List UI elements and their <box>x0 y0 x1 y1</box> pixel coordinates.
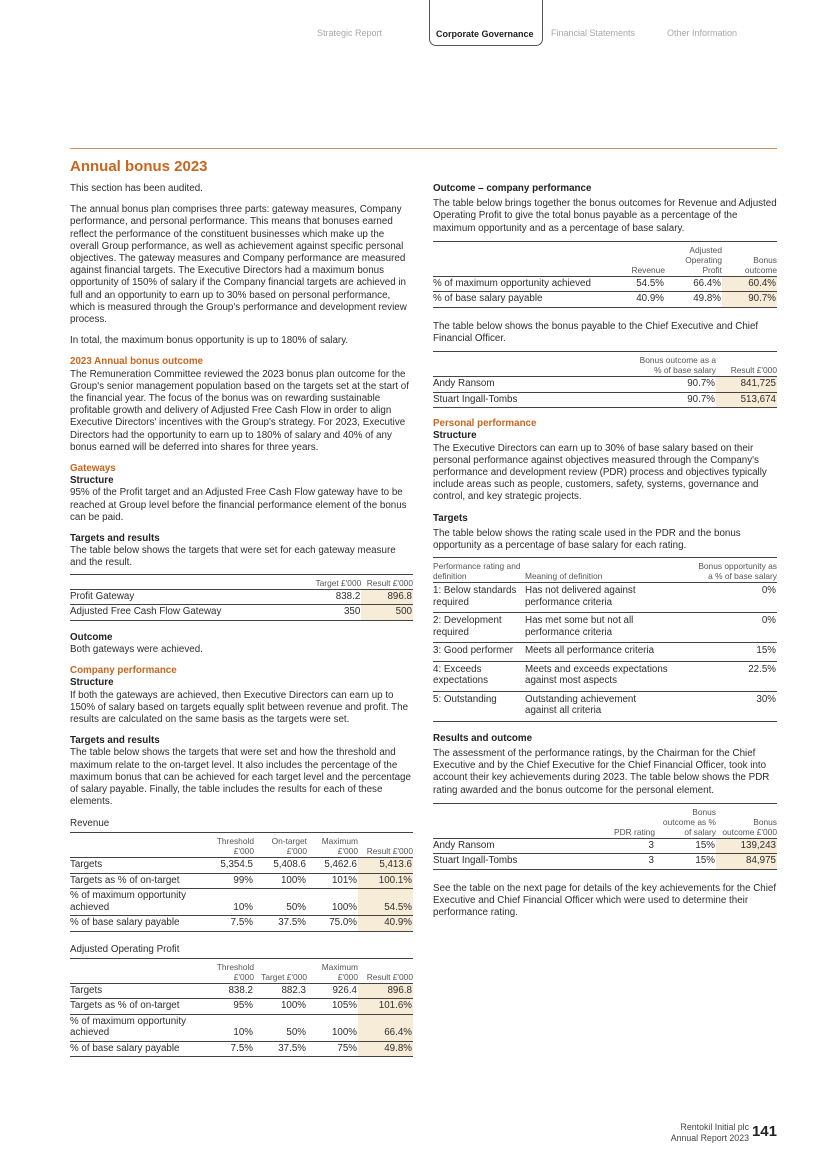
revenue-table: Threshold £'000 On-target £'000 Maximum £'000 Result £'000 Targets 5,354.5 5,408.6 5,462.6 5,413.6 Targets as % of on-target 99% 100% 101% 100.1% % of maximum opportunity achieved 10% 50% 100% 54.5% % of base salary payable 7.5% 37.5% 75.0% 40.9% <box>70 832 413 932</box>
page-footer <box>671 1122 777 1144</box>
column-header: Target £'000 <box>315 577 362 588</box>
table-row: % of base salary payable 40.9% 49.8% 90.7% <box>433 292 777 308</box>
table-row: Targets 5,354.5 5,408.6 5,462.6 5,413.6 <box>70 858 413 874</box>
footer-company: Rentokil Initial plc <box>680 1122 749 1132</box>
targets-text: The table below shows the rating scale used in the PDR and the bonus opportunity as a percentage of base salary for each rating. <box>433 527 741 552</box>
table-row: Andy Ransom 90.7% 841,725 <box>433 377 777 393</box>
table-row: Targets 838.2 882.3 926.4 896.8 <box>70 983 413 999</box>
gateways-targets-text: The table below shows the targets that were set for each gateway measure and the result. <box>70 545 396 569</box>
gateways-targets-label: Targets and results <box>70 533 160 545</box>
table-row: % of base salary payable 7.5% 37.5% 75.0% 40.9% <box>70 916 413 932</box>
gateways-structure-label: Structure <box>70 475 114 487</box>
table-row: 4: Exceeds expectations Meets and exceeds expectations against most aspects 22.5% <box>433 661 777 691</box>
pdr-table: PDR rating Bonus outcome as % of salary Bonus outcome £'000 Andy Ransom 3 15% 139,243 Stuart Ingall-Tombs 3 15% 84,975 <box>433 803 777 870</box>
personal-performance-heading: Personal performance <box>433 418 537 430</box>
aop-label: Adjusted Operating Profit <box>70 943 180 955</box>
closing-text: See the table on the next page for details of the key achievements for the Chief Executive and Chief Financial Officer which were used to determine their performance rating. <box>433 882 777 919</box>
right-column <box>433 183 777 919</box>
left-column <box>70 158 413 1057</box>
nav-strategic-report[interactable]: Strategic Report <box>317 28 383 38</box>
gateways-outcome-label: Outcome <box>70 631 113 643</box>
outcome-company-text: The table below brings together the bonus outcomes for Revenue and Adjusted Operating Profit to give the total bonus payable as a percentage of the maximum opportunity and as a percentage of base salary. <box>433 198 777 234</box>
gateways-outcome-text: Both gateways were achieved. <box>70 643 203 655</box>
table-row: % of maximum opportunity achieved 10% 50% 100% 54.5% <box>70 889 413 916</box>
table-row: Targets as % of on-target 99% 100% 101% 100.1% <box>70 873 413 889</box>
payable-text: The table below shows the bonus payable to the Chief Executive and Chief Financial Officer. <box>433 320 759 345</box>
table-row: Targets as % of on-target 95% 100% 105% 101.6% <box>70 999 413 1015</box>
gateway-table <box>70 574 413 621</box>
outcome-2023-text: The Remuneration Committee reviewed the 2023 bonus plan outcome for the Group's senior management population based on the targets set at the start of the financial year. The focus of the bonus was on rewarding sustainable profitable growth and delivery of Adjusted Free Cash Flow in order to align Executive Directors' incentives with the Group's strategy. For 2023, Executive Directors had the opportunity to earn up to 180% of salary and 40% of any bonus earned will be deferred into shares for three years. <box>70 368 409 453</box>
footer-report: Annual Report 2023 <box>670 1133 749 1143</box>
nav-other-information[interactable]: Other Information <box>667 28 738 38</box>
table-row: Stuart Ingall-Tombs 90.7% 513,674 <box>433 392 777 408</box>
table-row: 3: Good performer Meets all performance criteria 15% <box>433 643 777 662</box>
results-text: The assessment of the performance ratings, by the Chairman for the Chief Executive and by the Chief Executive for the Chief Financial Officer, took into account their key achievements during 2023. The table below shows the PDR rating awarded and the bonus outcome for the personal element. <box>433 747 770 796</box>
outcome-company-label: Outcome – company performance <box>433 183 592 194</box>
section-nav <box>0 0 825 50</box>
results-label: Results and outcome <box>433 732 533 744</box>
payable-table: Bonus outcome as a % of base salary Result £'000 Andy Ransom 90.7% 841,725 Stuart Ingall-Tombs 90.7% 513,674 <box>433 351 777 408</box>
nav-corporate-governance[interactable]: Corporate Governance <box>429 0 543 46</box>
revenue-label: Revenue <box>70 818 110 830</box>
outcome-2023-heading: 2023 Annual bonus outcome <box>70 356 204 368</box>
personal-structure-text: The Executive Directors can earn up to 30% of base salary based on their personal performance against objectives measured through the Company's performance and development review (PDR) process and objectives typically include areas such as people, customers, safety, systems, governance and control, and key strategic projects. <box>433 442 767 503</box>
header-rule <box>70 148 777 149</box>
table-row: 1: Below standards required Has not delivered against performance criteria 0% <box>433 583 777 613</box>
table-row: Andy Ransom 3 15% 139,243 <box>433 838 777 854</box>
audited-note: This section has been audited. <box>70 183 203 194</box>
column-header: Result £'000 <box>366 577 413 588</box>
table-row: 5: Outstanding Outstanding achievement against all criteria 30% <box>433 691 777 721</box>
gateways-structure-text: 95% of the Profit target and an Adjusted Free Cash Flow gateway have to be reached at Group level before the financial performance element of the bonus can be paid. <box>70 487 407 523</box>
table-row: Stuart Ingall-Tombs 3 15% 84,975 <box>433 854 777 870</box>
targets-label: Targets <box>433 512 468 524</box>
table-row: Profit Gateway 838.2 896.8 <box>70 589 413 605</box>
company-structure-text: If both the gateways are achieved, then Executive Directors can earn up to 150% of salary based on targets equally split between revenue and profit. The results are calculated on the same basis as the targets were set. <box>70 689 409 725</box>
outcome-table: Revenue Adjusted Operating Profit Bonus outcome % of maximum opportunity achieved 54.5% 66.4% 60.4% % of base salary payable 40.9% 49.8% 90.7% <box>433 241 777 308</box>
personal-structure-label: Structure <box>433 430 477 442</box>
company-targets-text: The table below shows the targets that were set and how the threshold and maximum relate to the on-target level. It also includes the percentage of the maximum bonus that can be achieved for each target level and the percentage of salary payable. Finally, the table includes the results for each of these elements. <box>70 747 411 808</box>
company-targets-label: Targets and results <box>70 735 160 747</box>
table-row: % of base salary payable 7.5% 37.5% 75% 49.8% <box>70 1041 413 1057</box>
ratings-table: Performance rating and definition Meaning of definition Bonus opportunity as a % of base salary 1: Below standards required Has not delivered against performance criteria 0% 2: Development required Has met some but not all performance criteria 0% 3: Good performer Meets all performance criteria 15% 4: Exceeds expectations Meets and exceeds expectations against most aspects 22.5% 5: Outstanding Outstanding achievement against all criteria 30% <box>433 557 777 722</box>
table-row: % of maximum opportunity achieved 54.5% 66.4% 60.4% <box>433 276 777 292</box>
nav-financial-statements[interactable]: Financial Statements <box>551 28 636 38</box>
company-structure-label: Structure <box>70 677 114 689</box>
table-row: 2: Development required Has met some but not all performance criteria 0% <box>433 613 777 643</box>
table-row: % of maximum opportunity achieved 10% 50% 100% 66.4% <box>70 1014 413 1041</box>
intro-paragraph: The annual bonus plan comprises three parts: gateway measures, Company performance, and personal performance. This means that bonuses earned reflect the performance of the constituent businesses which make up the overall Group performance, as well as achievement against specific personal objectives. The gateway measures and Company performance are measured against financial targets. The Executive Directors had a maximum bonus opportunity of 150% of salary if the Company financial targets are achieved in full and an opportunity to earn up to 30% based on personal performance, which is measured through the Group's performance and development review process. <box>70 204 407 326</box>
company-performance-heading: Company performance <box>70 665 177 677</box>
total-opportunity: In total, the maximum bonus opportunity is up to 180% of salary. <box>70 335 349 347</box>
aop-table: Threshold £'000 Target £'000 Maximum £'000 Result £'000 Targets 838.2 882.3 926.4 896.8 Targets as % of on-target 95% 100% 105% 101.6% % of maximum opportunity achieved 10% 50% 100% 66.4% % of base salary payable 7.5% 37.5% 75% 49.8% <box>70 958 413 1058</box>
gateways-heading: Gateways <box>70 463 116 475</box>
table-row: Adjusted Free Cash Flow Gateway 350 500 <box>70 605 413 621</box>
page-number: 141 <box>751 1123 777 1140</box>
page-title: Annual bonus 2023 <box>70 158 208 175</box>
